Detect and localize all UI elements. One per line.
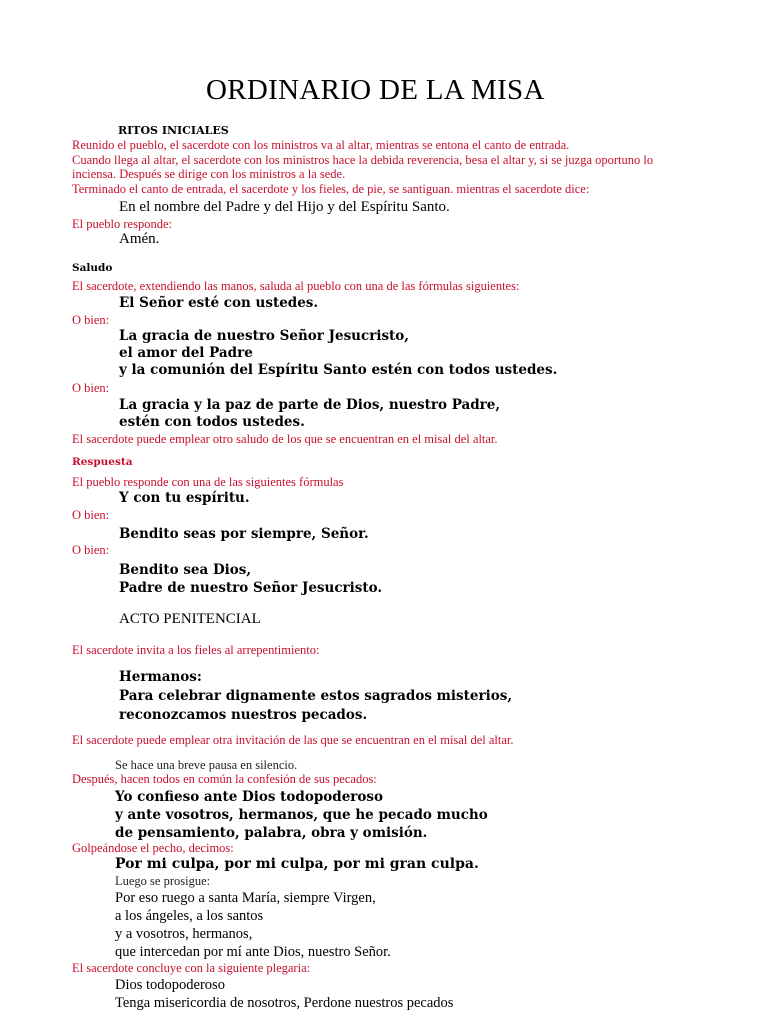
rubric: El pueblo responde con una de las siguientes fórmulas — [72, 475, 344, 489]
rubric-o-bien: O bien: — [72, 381, 110, 395]
formula-text: El Señor esté con ustedes. — [119, 295, 319, 311]
rubric: El sacerdote invita a los fieles al arrepentimiento: — [72, 643, 320, 657]
rubric: El pueblo responde: — [72, 217, 172, 231]
rubric: El sacerdote puede emplear otro saludo de los que se encuentran en el misal del altar. — [72, 432, 498, 446]
rubric: Cuando llega al altar, el sacerdote con los ministros hace la debida reverencia, besa el altar y, si se juzga oportuno lo — [72, 153, 654, 167]
prayer-line: que intercedan por mí ante Dios, nuestro Señor. — [115, 944, 391, 960]
confession-line: y ante vosotros, hermanos, que he pecado mucho — [115, 807, 488, 823]
confession-block — [115, 788, 488, 842]
prayer-line: y a vosotros, hermanos, — [115, 926, 253, 942]
prayer-line: Tenga misericordia de nosotros, Perdone nuestros pecados — [115, 995, 454, 1011]
prayer-line: a los ángeles, a los santos — [115, 908, 264, 924]
invitation-block — [119, 668, 512, 725]
invitation-line: Hermanos: — [119, 669, 202, 685]
prayer-line: Por eso ruego a santa María, siempre Virgen, — [115, 890, 376, 906]
prayer-line: Dios todopoderoso — [115, 977, 225, 993]
response-block — [119, 561, 382, 597]
rubric: Reunido el pueblo, el sacerdote con los ministros va al altar, mientras se entona el canto de entrada. — [72, 138, 570, 152]
rubric: Después, hacen todos en común la confesión de sus pecados: — [72, 772, 377, 786]
rubric: El sacerdote puede emplear otra invitación de las que se encuentran en el misal del altar. — [72, 733, 514, 747]
invitation-line: reconozcamos nuestros pecados. — [119, 707, 368, 723]
section-heading-ritos: RITOS INICIALES — [118, 124, 229, 137]
people-text: Amén. — [119, 231, 160, 247]
formula-line: y la comunión del Espíritu Santo estén con todos ustedes. — [119, 362, 558, 378]
response-text: Y con tu espíritu. — [119, 490, 250, 506]
instruction-text: Se hace una breve pausa en silencio. — [115, 758, 298, 772]
section-heading-saludo: Saludo — [72, 262, 113, 274]
rubric: Golpeándose el pecho, decimos: — [72, 841, 234, 855]
rubric-o-bien: O bien: — [72, 543, 110, 557]
response-text: Bendito seas por siempre, Señor. — [119, 526, 369, 542]
formula-block — [119, 328, 557, 379]
formula-line: La gracia de nuestro Señor Jesucristo, — [119, 328, 409, 344]
confession-line: Yo confieso ante Dios todopoderoso — [115, 789, 384, 805]
formula-line: estén con todos ustedes. — [119, 414, 305, 430]
section-heading-acto: ACTO PENITENCIAL — [119, 611, 261, 627]
culpa-text: Por mi culpa, por mi culpa, por mi gran culpa. — [115, 856, 479, 872]
priest-text: En el nombre del Padre y del Hijo y del Espíritu Santo. — [119, 199, 450, 215]
invitation-line: Para celebrar dignamente estos sagrados misterios, — [119, 688, 513, 704]
section-heading-respuesta: Respuesta — [72, 456, 133, 468]
formula-line: La gracia y la paz de parte de Dios, nuestro Padre, — [119, 397, 501, 413]
formula-block — [119, 397, 500, 431]
response-line: Padre de nuestro Señor Jesucristo. — [119, 580, 383, 596]
page-title: ORDINARIO DE LA MISA — [206, 74, 545, 106]
confession-line: de pensamiento, palabra, obra y omisión. — [115, 825, 428, 841]
rubric: inciensa. Después se dirige con los ministros a la sede. — [72, 167, 346, 181]
prayer-block — [115, 889, 391, 961]
rubric: El sacerdote, extendiendo las manos, saluda al pueblo con una de las fórmulas siguientes: — [72, 279, 520, 293]
formula-line: el amor del Padre — [119, 345, 253, 361]
rubric: El sacerdote concluye con la siguiente plegaria: — [72, 961, 311, 975]
response-line: Bendito sea Dios, — [119, 562, 252, 578]
instruction-text: Luego se prosigue: — [115, 874, 211, 888]
rubric: Terminado el canto de entrada, el sacerdote y los fieles, de pie, se santiguan. mientras el sacerdote dice: — [72, 182, 590, 196]
rubric-o-bien: O bien: — [72, 508, 110, 522]
prayer-block — [115, 976, 453, 1012]
rubric-o-bien: O bien: — [72, 313, 110, 327]
